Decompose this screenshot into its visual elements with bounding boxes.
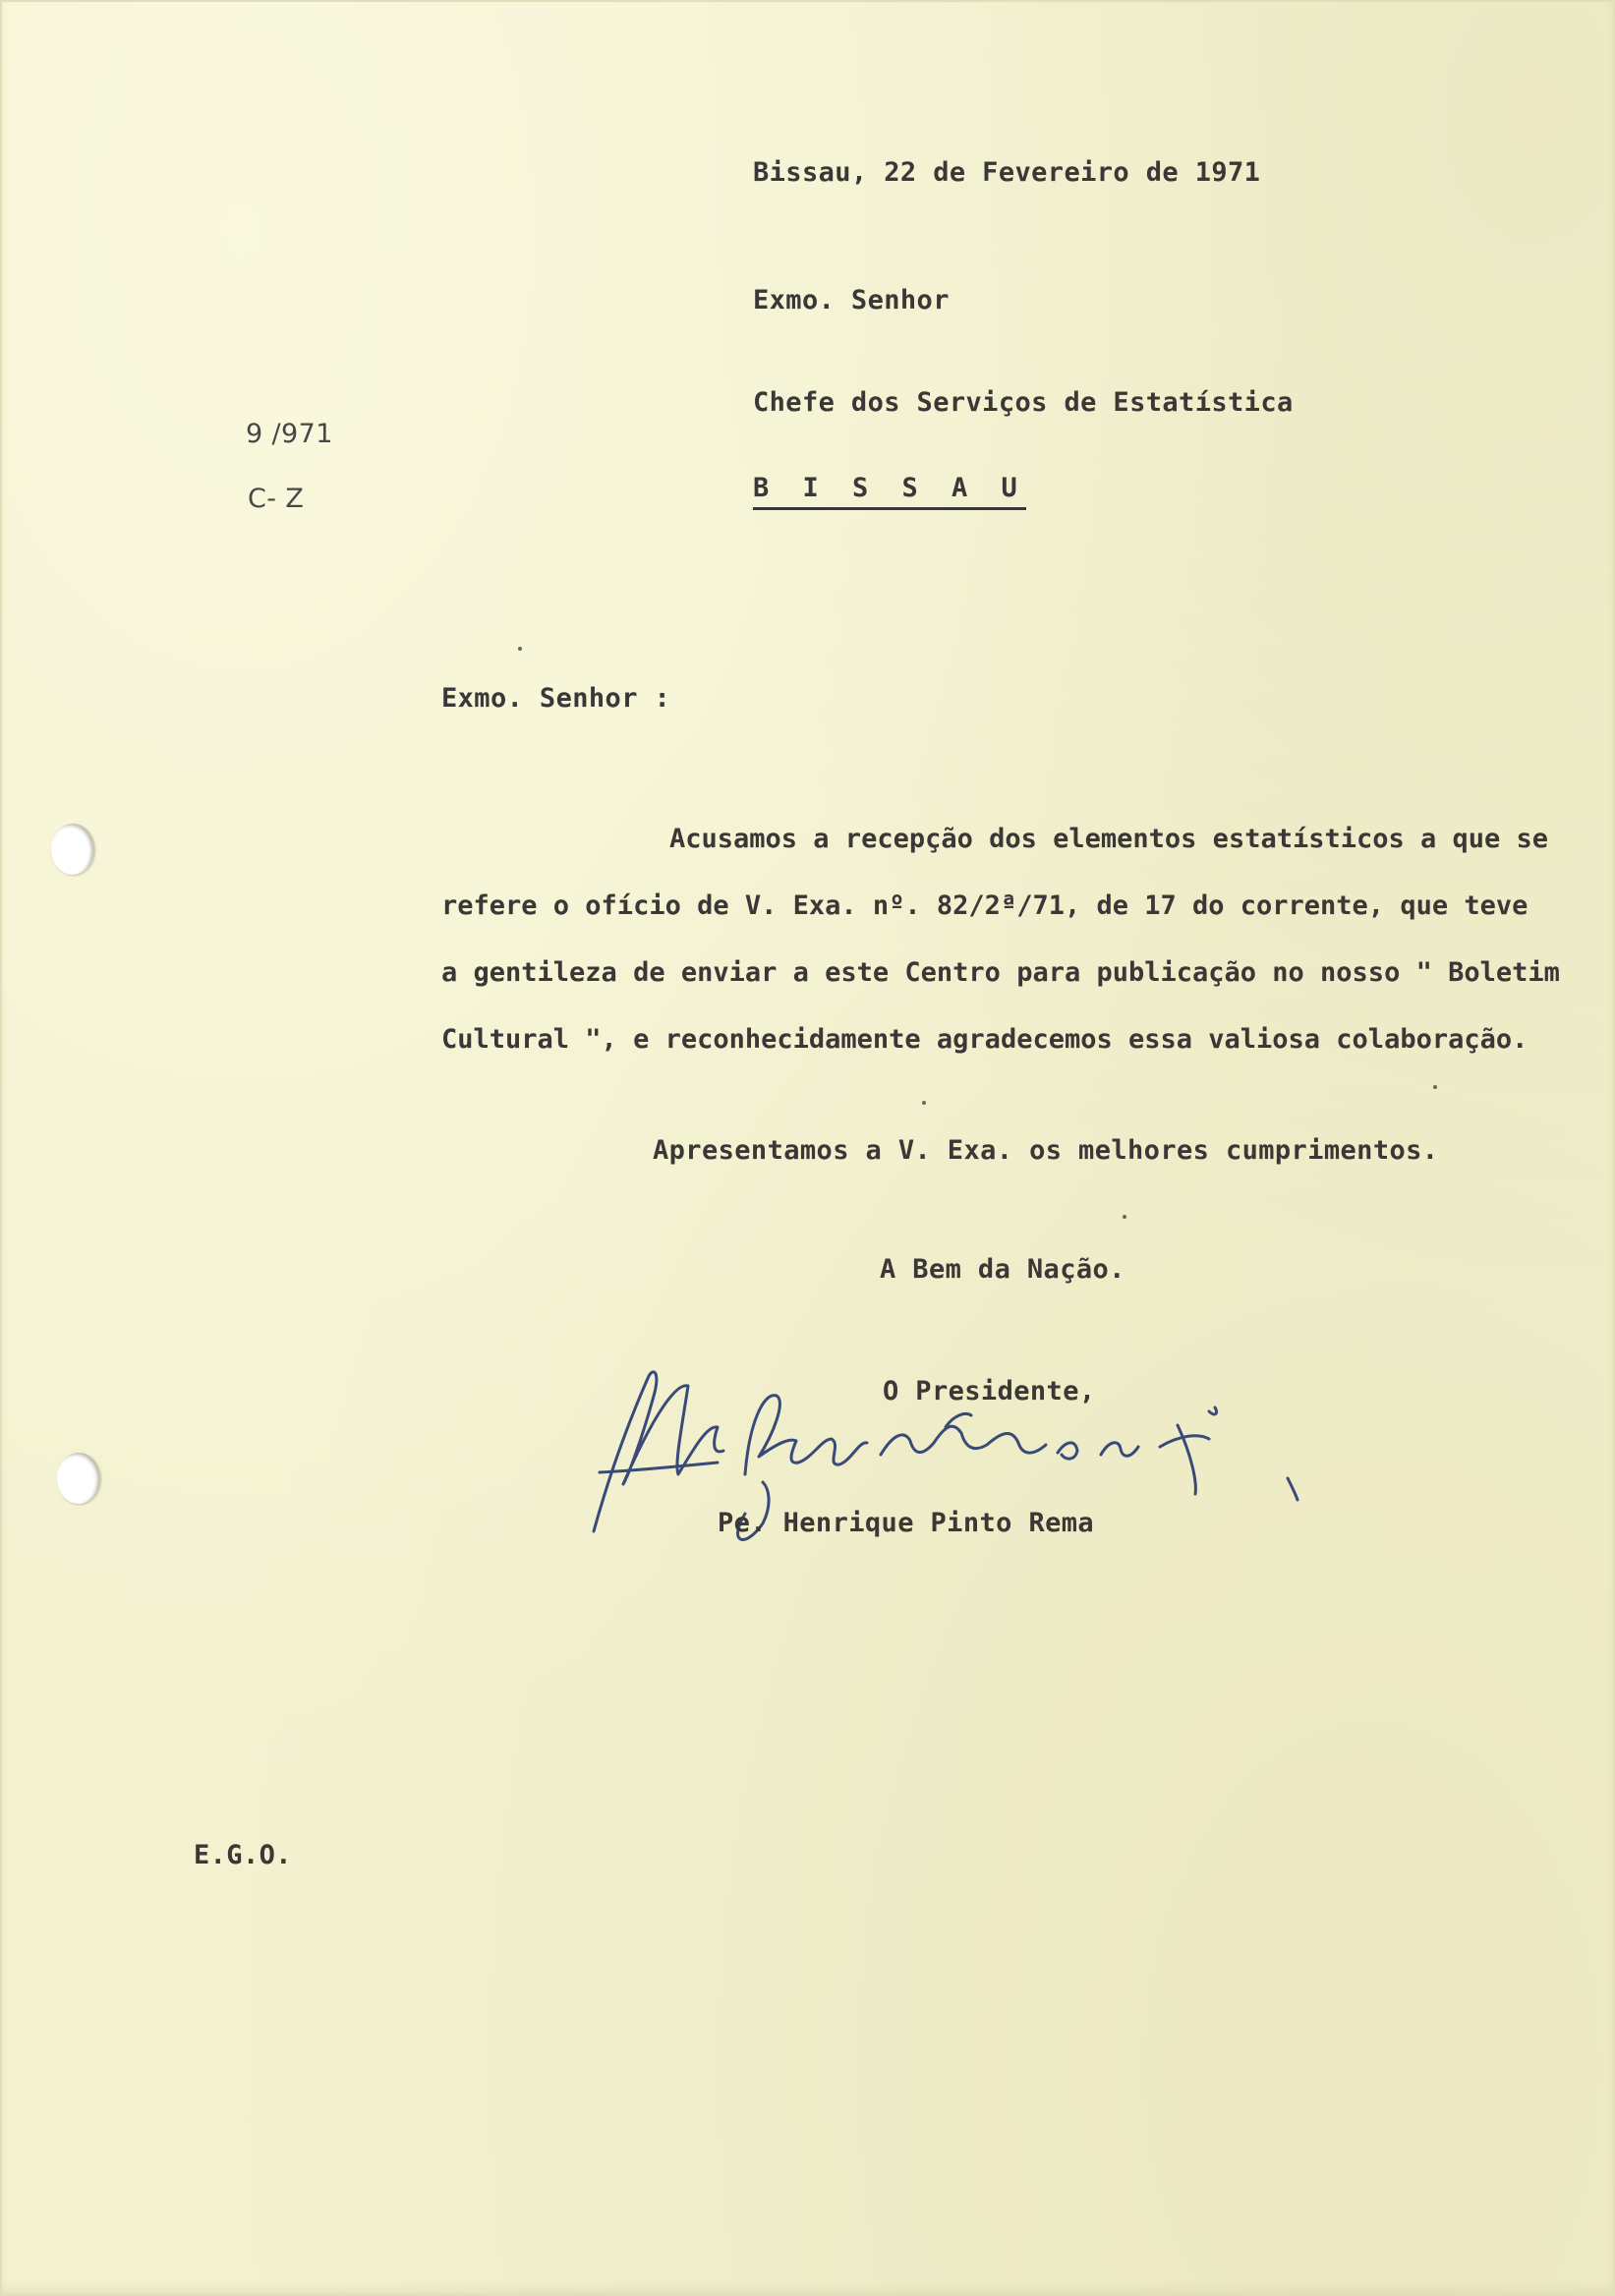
paper-speck	[922, 1101, 926, 1105]
salutation: Exmo. Senhor :	[441, 683, 671, 714]
body-paragraph	[441, 806, 1572, 1073]
reference-number: 9 /971	[246, 419, 333, 449]
body-line: a gentileza de enviar a este Centro para publicação no nosso " Boletim	[441, 957, 1560, 988]
date-line: Bissau, 22 de Fevereiro de 1971	[753, 157, 1261, 188]
addressee-title: Chefe dos Serviços de Estatística	[753, 387, 1294, 418]
paper-speck	[518, 647, 522, 651]
body-line: refere o ofício de V. Exa. nº. 82/2ª/71, de 17 do corrente, que teve	[441, 890, 1528, 921]
punch-hole-bottom	[57, 1453, 100, 1504]
signatory-title: O Presidente,	[883, 1376, 1096, 1406]
addressee-salutation: Exmo. Senhor	[753, 285, 950, 316]
punch-hole-top	[51, 824, 94, 875]
footer-initials: E.G.O.	[194, 1840, 292, 1870]
motto: A Bem da Nação.	[880, 1254, 1125, 1285]
closing-line: Apresentamos a V. Exa. os melhores cumprimentos.	[653, 1135, 1439, 1166]
addressee-city: B I S S A U	[753, 475, 1026, 510]
paper-speck	[1433, 1085, 1437, 1089]
signatory-name: Pe. Henrique Pinto Rema	[718, 1508, 1095, 1538]
body-line: Cultural ", e reconhecidamente agradecemos essa valiosa colaboração.	[441, 1024, 1528, 1055]
reference-initials: C- Z	[248, 484, 305, 514]
body-line: Acusamos a recepção dos elementos estatísticos a que se	[669, 824, 1549, 854]
paper-speck	[1123, 1215, 1126, 1219]
